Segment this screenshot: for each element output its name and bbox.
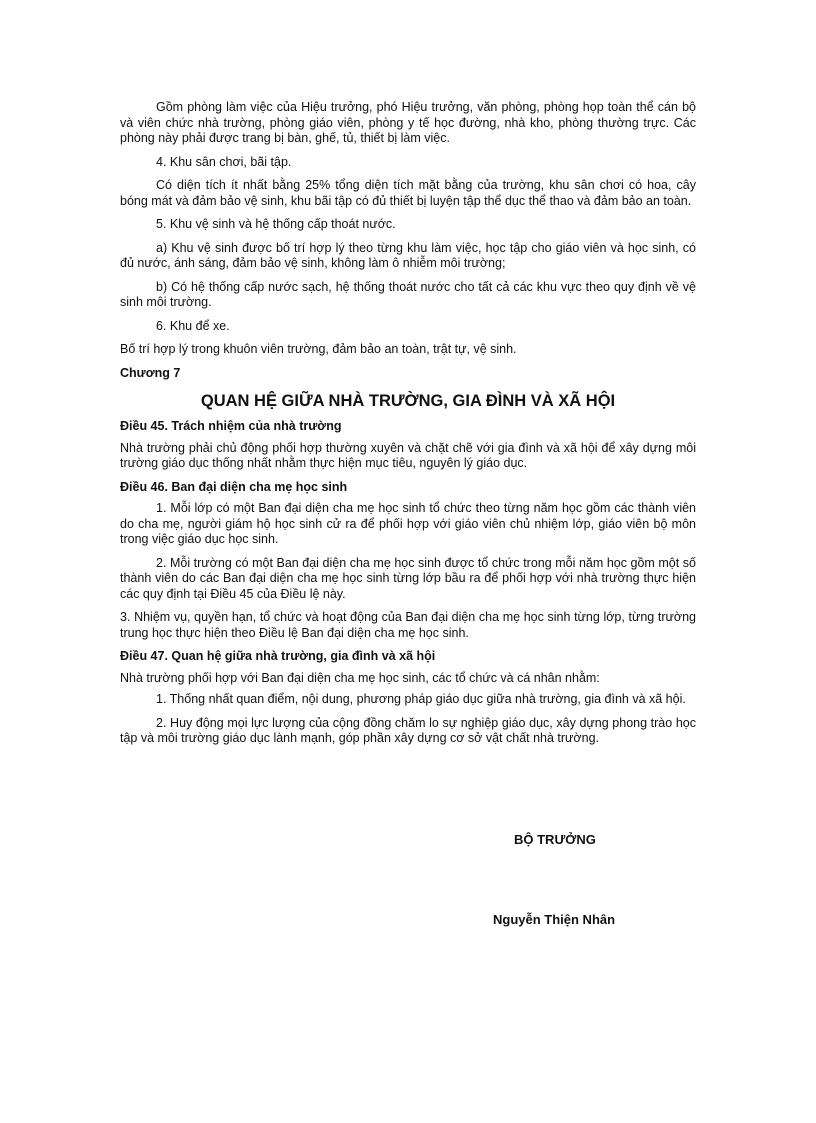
item-playground-heading: 4. Khu sân chơi, bãi tập. bbox=[156, 154, 292, 169]
article-45-body: Nhà trường phải chủ động phối hợp thường xuyên và chặt chẽ với gia đình và xã hội để xây dựng môi trường giáo dục thống nhất nhằm thực hiện mục tiêu, nguyên lý giáo dục. bbox=[120, 440, 696, 470]
article-46-item-1: 1. Mỗi lớp có một Ban đại diện cha mẹ học sinh tổ chức theo từng năm học gồm các thành viên do cha mẹ, người giám hộ học sinh cử ra để phối hợp với giáo viên chủ nhiệm lớp, giáo viên bộ môn trong việc giáo dục học sinh. bbox=[120, 501, 696, 546]
article-46-item-3: 3. Nhiệm vụ, quyền hạn, tổ chức và hoạt động của Ban đại diện cha mẹ học sinh từng lớp, từng trường trung học thực hiện theo Điều lệ Ban đại diện cha mẹ học sinh. bbox=[120, 610, 696, 640]
paragraph-sanitation-a: a) Khu vệ sinh được bố trí hợp lý theo từng khu làm việc, học tập cho giáo viên và học sinh, có đủ nước, ánh sáng, đảm bảo vệ sinh, không làm ô nhiễm môi trường; bbox=[120, 240, 696, 270]
chapter-label: Chương 7 bbox=[120, 365, 181, 380]
paragraph-parking: Bố trí hợp lý trong khuôn viên trường, đảm bảo an toàn, trật tự, vệ sinh. bbox=[120, 342, 517, 356]
item-parking-heading: 6. Khu để xe. bbox=[156, 318, 230, 333]
document-body bbox=[120, 100, 696, 747]
article-46-heading: Điều 46. Ban đại diện cha mẹ học sinh bbox=[120, 479, 348, 494]
paragraph-offices: Gồm phòng làm việc của Hiệu trưởng, phó Hiệu trưởng, văn phòng, phòng họp toàn thể cán bộ và viên chức nhà trường, phòng giáo viên, phòng y tế học đường, nhà kho, phòng thường trực. Các phòng này phải được trang bị bàn, ghế, tủ, thiết bị làm việc. bbox=[120, 100, 696, 145]
article-46-item-2: 2. Mỗi trường có một Ban đại diện cha mẹ học sinh được tổ chức trong mỗi năm học gồm một số thành viên do các Ban đại diện cha mẹ học sinh từng lớp bầu ra để phối hợp với nhà trường thực hiện các quy định tại Điều 45 của Điều lệ này. bbox=[120, 555, 696, 601]
signature-name: Nguyễn Thiện Nhân bbox=[493, 912, 616, 927]
article-47-item-1: 1. Thống nhất quan điểm, nội dung, phương pháp giáo dục giữa nhà trường, gia đình và xã hội. bbox=[156, 692, 686, 706]
article-47-heading: Điều 47. Quan hệ giữa nhà trường, gia đình và xã hội bbox=[120, 649, 436, 663]
article-47-item-2: 2. Huy động mọi lực lượng của cộng đồng chăm lo sự nghiệp giáo dục, xây dựng phong trào học tập và môi trường giáo dục lành mạnh, góp phần xây dựng cơ sở vật chất nhà trường. bbox=[120, 715, 696, 745]
item-sanitation-heading: 5. Khu vệ sinh và hệ thống cấp thoát nước. bbox=[156, 217, 396, 231]
chapter-title: QUAN HỆ GIỮA NHÀ TRƯỜNG, GIA ĐÌNH VÀ XÃ HỘI bbox=[200, 392, 616, 410]
article-45-heading: Điều 45. Trách nhiệm của nhà trường bbox=[120, 419, 342, 433]
article-47-intro: Nhà trường phối hợp với Ban đại diện cha mẹ học sinh, các tổ chức và cá nhân nhằm: bbox=[120, 670, 600, 685]
paragraph-playground: Có diện tích ít nhất bằng 25% tổng diện tích mặt bằng của trường, khu sân chơi có hoa, cây bóng mát và đảm bảo vệ sinh, khu bãi tập có đủ thiết bị luyện tập thể dục thể thao và đảm bảo an toàn. bbox=[120, 178, 696, 208]
paragraph-sanitation-b: b) Có hệ thống cấp nước sạch, hệ thống thoát nước cho tất cả các khu vực theo quy định về vệ sinh môi trường. bbox=[120, 279, 696, 309]
signature-title: BỘ TRƯỞNG bbox=[514, 832, 596, 847]
